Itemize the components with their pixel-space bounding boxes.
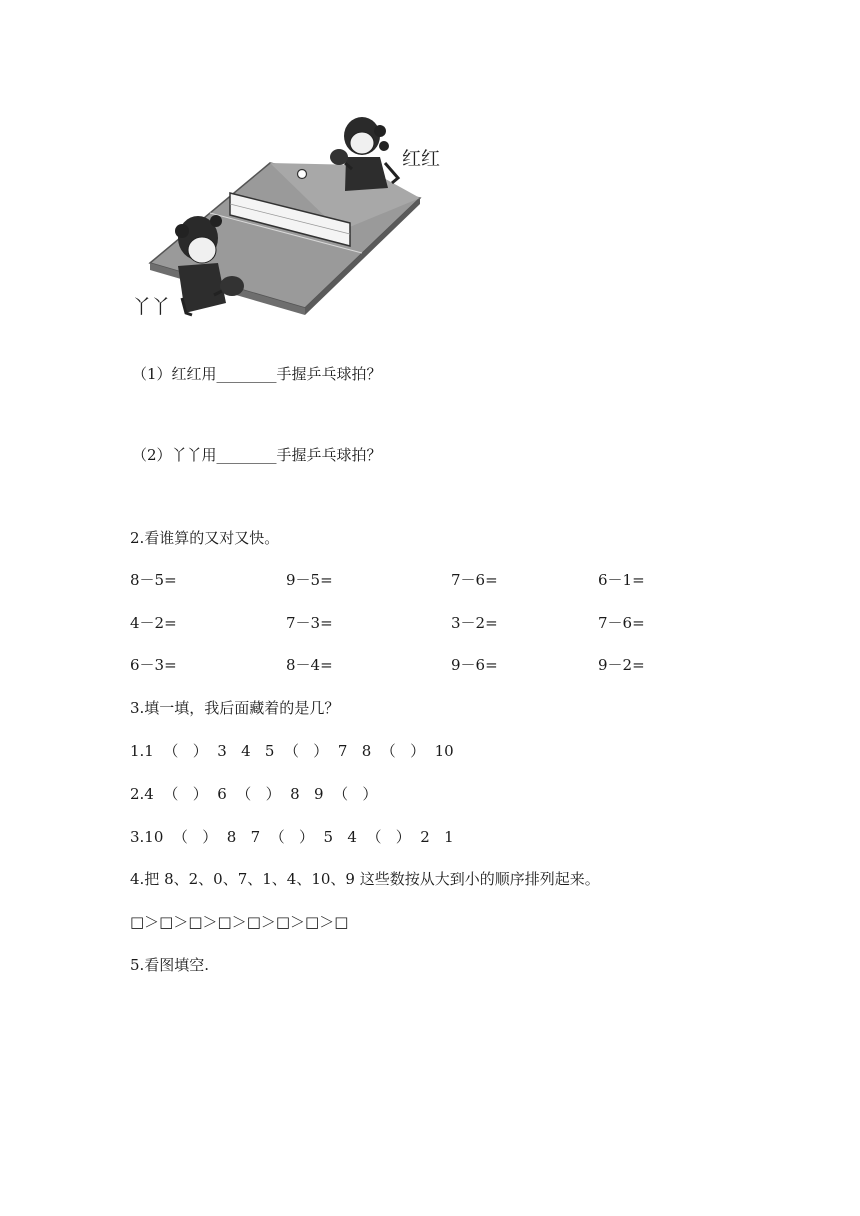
q5-title: 5.看图填空. bbox=[130, 956, 210, 974]
q3-sequence-2: 2.4 （ ） 6 （ ） 8 9 （ ） bbox=[130, 785, 378, 803]
q4-answer-boxes: □＞□＞□＞□＞□＞□＞□＞□ bbox=[130, 913, 349, 931]
q2-title: 2.看谁算的又对又快。 bbox=[130, 529, 280, 547]
q1-sub1: （1）红红用________手握乒乓球拍？ bbox=[132, 365, 382, 383]
equation: 7－6= bbox=[598, 614, 645, 632]
table-tennis-figure bbox=[130, 103, 446, 320]
equation: 9－2= bbox=[598, 656, 645, 674]
equation: 8－5= bbox=[130, 571, 177, 589]
equation: 9－6= bbox=[451, 656, 498, 674]
equation: 6－1= bbox=[598, 571, 645, 589]
q3-title: 3.填一填，我后面藏着的是几？ bbox=[130, 699, 340, 717]
equation: 7－3= bbox=[286, 614, 333, 632]
equation: 9－5= bbox=[286, 571, 333, 589]
q3-sequence-1: 1.1 （ ） 3 4 5 （ ） 7 8 （ ） 10 bbox=[130, 742, 454, 760]
q3-sequence-3: 3.10 （ ） 8 7 （ ） 5 4 （ ） 2 1 bbox=[130, 828, 454, 846]
equation: 6－3= bbox=[130, 656, 177, 674]
q4-title: 4.把 8、2、0、7、1、4、10、9 这些数按从大到小的顺序排列起来。 bbox=[130, 870, 600, 888]
q1-sub2: （2）丫丫用________手握乒乓球拍？ bbox=[132, 446, 382, 464]
equation: 8－4= bbox=[286, 656, 333, 674]
label-yaya: 丫丫 bbox=[132, 296, 171, 318]
table-tennis-illustration bbox=[130, 103, 446, 320]
label-honghong: 红红 bbox=[402, 148, 441, 170]
equation: 3－2= bbox=[451, 614, 498, 632]
equation: 7－6= bbox=[451, 571, 498, 589]
equation: 4－2= bbox=[130, 614, 177, 632]
